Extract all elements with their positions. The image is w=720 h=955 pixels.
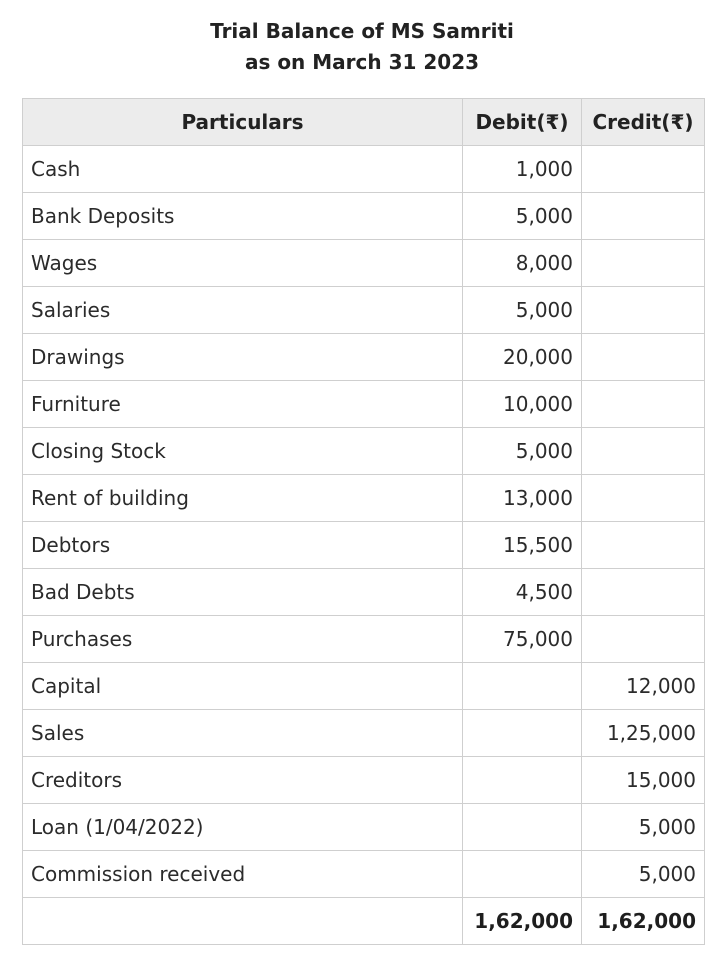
cell-debit: [463, 710, 582, 757]
cell-debit: [463, 851, 582, 898]
document-title: [0, 16, 720, 78]
table-row: [23, 710, 705, 757]
cell-credit: [582, 240, 705, 287]
cell-particular: Purchases: [23, 616, 463, 663]
cell-particular: Drawings: [23, 334, 463, 381]
cell-particular: Sales: [23, 710, 463, 757]
cell-debit: 10,000: [463, 381, 582, 428]
table-row: [23, 522, 705, 569]
cell-particular: Cash: [23, 146, 463, 193]
cell-debit: 1,000: [463, 146, 582, 193]
cell-particular: Bank Deposits: [23, 193, 463, 240]
table-header-row: [23, 99, 705, 146]
table-row: [23, 663, 705, 710]
cell-particular: Creditors: [23, 757, 463, 804]
cell-credit: [582, 522, 705, 569]
cell-credit: 5,000: [582, 804, 705, 851]
title-line-2: as on March 31 2023: [244, 50, 480, 74]
cell-debit: 5,000: [463, 193, 582, 240]
trial-balance-table: [22, 98, 705, 945]
cell-credit: 15,000: [582, 757, 705, 804]
table-row: [23, 240, 705, 287]
cell-credit: 5,000: [582, 851, 705, 898]
cell-debit: 13,000: [463, 475, 582, 522]
cell-debit: 5,000: [463, 287, 582, 334]
table-row: [23, 428, 705, 475]
cell-particular: Wages: [23, 240, 463, 287]
cell-debit: 15,500: [463, 522, 582, 569]
cell-particular: Furniture: [23, 381, 463, 428]
cell-particular: Bad Debts: [23, 569, 463, 616]
table-row: [23, 381, 705, 428]
table-row: [23, 287, 705, 334]
cell-credit: [582, 616, 705, 663]
cell-particular: Rent of building: [23, 475, 463, 522]
title-line-1: Trial Balance of MS Samriti: [210, 19, 514, 43]
cell-credit: [582, 193, 705, 240]
total-row: [23, 898, 705, 945]
cell-credit: [582, 428, 705, 475]
cell-particular: Debtors: [23, 522, 463, 569]
cell-credit: [582, 381, 705, 428]
cell-credit: [582, 334, 705, 381]
total-label: [23, 898, 463, 945]
cell-particular: Commission received: [23, 851, 463, 898]
cell-credit: 1,25,000: [582, 710, 705, 757]
cell-debit: 8,000: [463, 240, 582, 287]
cell-particular: Closing Stock: [23, 428, 463, 475]
cell-credit: [582, 287, 705, 334]
cell-particular: Loan (1/04/2022): [23, 804, 463, 851]
cell-particular: Salaries: [23, 287, 463, 334]
cell-particular: Capital: [23, 663, 463, 710]
cell-debit: [463, 663, 582, 710]
table-row: [23, 569, 705, 616]
cell-debit: 5,000: [463, 428, 582, 475]
total-credit: 1,62,000: [582, 898, 705, 945]
table-row: [23, 851, 705, 898]
header-credit: Credit(₹): [582, 99, 705, 146]
table-row: [23, 475, 705, 522]
cell-credit: [582, 475, 705, 522]
cell-debit: 4,500: [463, 569, 582, 616]
table-row: [23, 334, 705, 381]
table-row: [23, 616, 705, 663]
table-row: [23, 193, 705, 240]
cell-credit: [582, 146, 705, 193]
table-row: [23, 146, 705, 193]
table-row: [23, 804, 705, 851]
total-debit: 1,62,000: [463, 898, 582, 945]
cell-debit: [463, 804, 582, 851]
cell-debit: [463, 757, 582, 804]
cell-debit: 75,000: [463, 616, 582, 663]
cell-credit: [582, 569, 705, 616]
cell-debit: 20,000: [463, 334, 582, 381]
header-particulars: Particulars: [23, 99, 463, 146]
table-row: [23, 757, 705, 804]
cell-credit: 12,000: [582, 663, 705, 710]
header-debit: Debit(₹): [463, 99, 582, 146]
